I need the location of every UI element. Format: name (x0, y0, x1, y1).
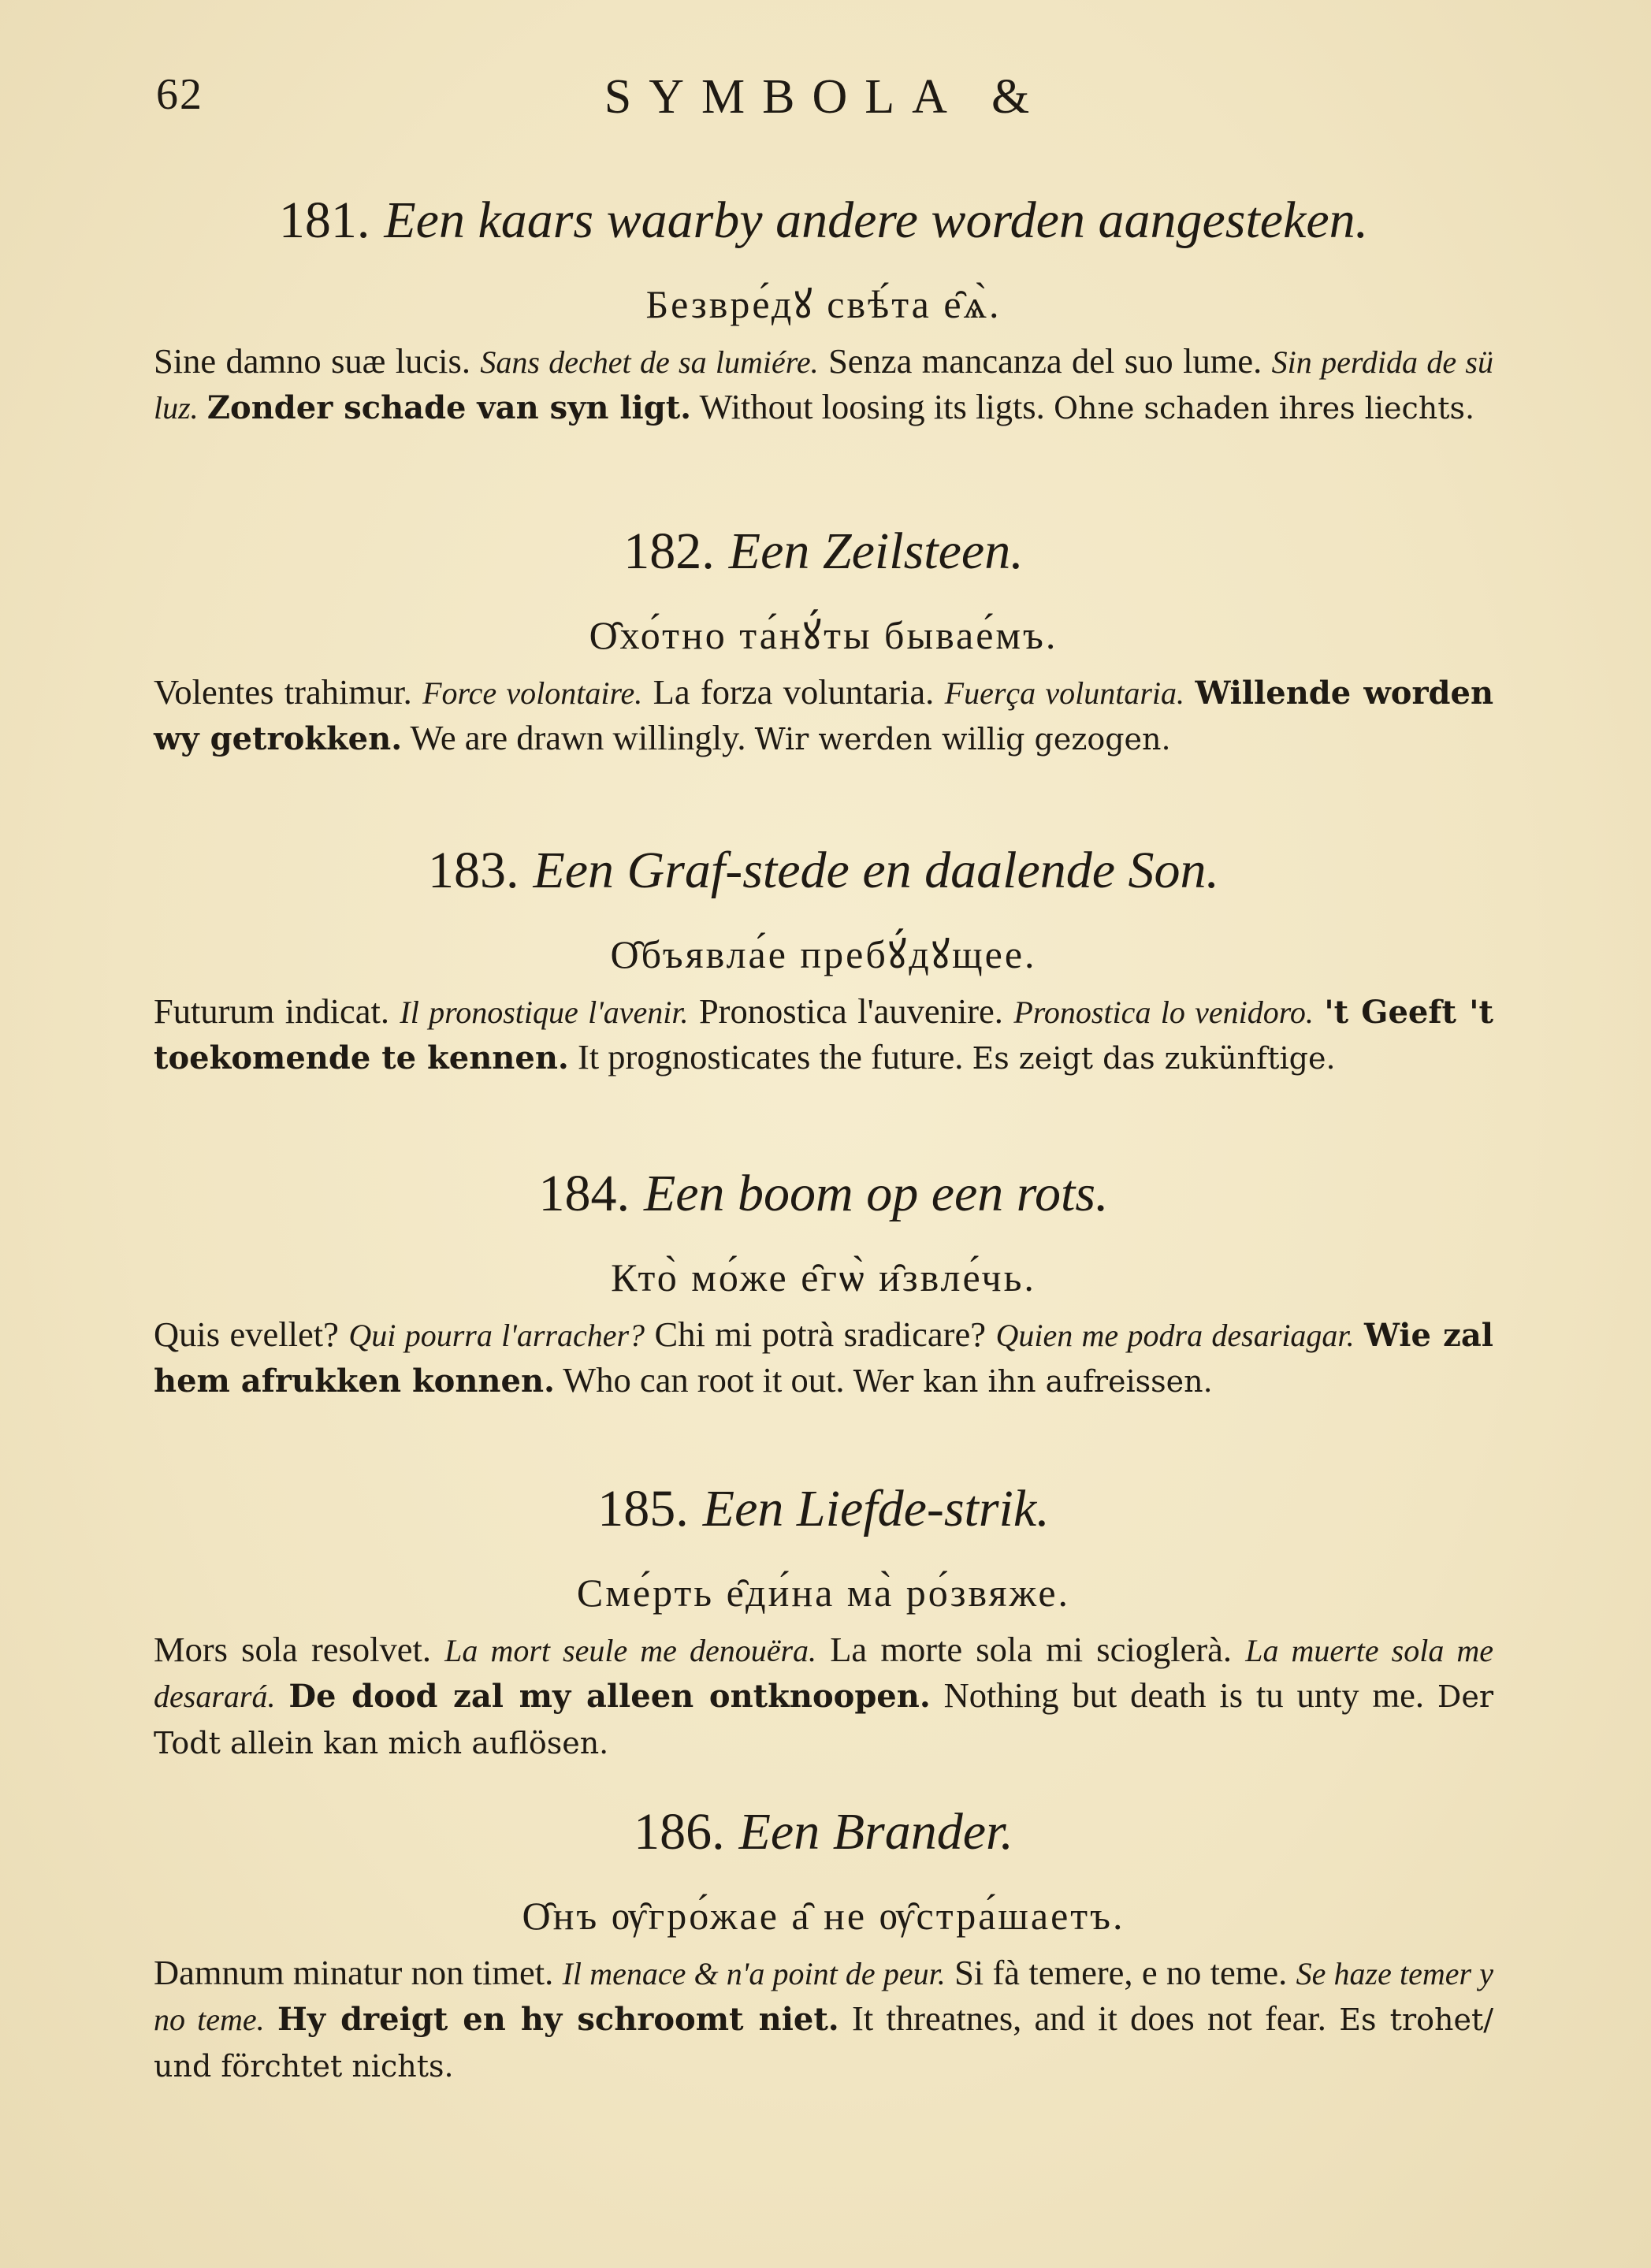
latin-text: Futurum indicat. (154, 991, 389, 1031)
english-text: Who can root it out. (563, 1360, 845, 1400)
entry-number: 181. (278, 191, 370, 249)
translations (154, 1627, 1493, 1766)
entry-title-text: Een Graf-stede en daalende Son. (533, 842, 1220, 899)
dutch-text: Hy dreigt en hy schroomt niet. (277, 2001, 839, 2038)
emblem-entry (154, 520, 1493, 762)
emblem-entry (154, 1162, 1493, 1404)
spanish-text: Pronostica lo venidoro. (1013, 995, 1314, 1030)
german-text: Es trohet/ und förchtet nichts. (154, 2002, 1494, 2084)
translations (154, 989, 1493, 1081)
slavonic-motto: Безвре́дꙋ свѣ́та е̑ѧ̀. (645, 282, 1002, 326)
french-text: La mort seule me denouëra. (444, 1633, 817, 1668)
dutch-text: 't Geeft 't toekomende te kennen. (154, 994, 1493, 1076)
emblem-entry (154, 1478, 1493, 1766)
dutch-text: Willende worden wy getrokken. (154, 675, 1494, 757)
dutch-text: De dood zal my alleen ontknoopen. (288, 1678, 931, 1715)
slavonic-motto: О̑хо́тно та́нꙋ́ты бывае́мъ. (589, 613, 1058, 657)
latin-text: Volentes trahimur. (154, 672, 412, 712)
entry-title-text: Een kaars waarby andere worden aangesteken. (384, 191, 1369, 249)
entry-number: 182. (623, 522, 715, 580)
emblem-entry (154, 1801, 1493, 2089)
entry-title (154, 189, 1493, 252)
english-text: We are drawn willingly. (410, 718, 746, 757)
spanish-text: La muerte sola me desarará. (154, 1633, 1494, 1714)
running-title: SYMBOLA & (604, 70, 1047, 124)
translations (154, 670, 1493, 762)
french-text: Il menace & n'a point de peur. (562, 1956, 946, 1991)
running-head (0, 69, 1651, 132)
german-text: Wer kan ihn aufreissen. (853, 1364, 1213, 1399)
french-text: Il pronostique l'avenir. (400, 995, 689, 1030)
french-text: Sans dechet de sa lumiére. (480, 344, 819, 380)
french-text: Force volontaire. (422, 675, 643, 711)
entry-title (154, 839, 1493, 902)
latin-text: Sine damno suæ lucis. (154, 341, 470, 381)
german-text: Wir werden willig gezogen. (754, 722, 1171, 757)
entry-title-text: Een boom op een rots. (643, 1165, 1109, 1222)
slavonic-motto: О̑бъявла́е пребꙋ́дꙋщее. (610, 932, 1037, 976)
italian-text: Pronostica l'auvenire. (698, 991, 1003, 1031)
spanish-text: Se haze temer y no teme. (154, 1956, 1494, 2037)
italian-text: Si fà temere, e no teme. (954, 1953, 1288, 1992)
translations (154, 1950, 1493, 2089)
entry-number: 183. (427, 842, 519, 899)
emblem-entry (154, 189, 1493, 431)
italian-text: Chi mi potrà sradicare? (654, 1314, 986, 1354)
english-text: It prognosticates the future. (577, 1037, 964, 1076)
french-text: Qui pourra l'arracher? (348, 1318, 645, 1353)
spanish-text: Quien me podra desariagar. (995, 1318, 1355, 1353)
entry-title-text: Een Brander. (738, 1803, 1013, 1861)
spanish-text: Sin perdida de sü luz. (154, 344, 1493, 426)
translations (154, 1312, 1493, 1404)
italian-text: La forza voluntaria. (653, 672, 935, 712)
latin-text: Mors sola resolvet. (154, 1630, 431, 1669)
translations (154, 339, 1493, 431)
entry-title (154, 520, 1493, 583)
latin-text: Quis evellet? (154, 1314, 339, 1354)
english-text: Without loosing its ligts. (699, 387, 1045, 426)
entry-title-text: Een Zeilsteen. (728, 522, 1024, 580)
entry-title (154, 1478, 1493, 1541)
entry-number: 184. (538, 1165, 630, 1222)
emblem-entry (154, 839, 1493, 1081)
entry-title-text: Een Liefde-strik. (702, 1480, 1050, 1537)
german-text: Der Todt allein kan mich auflösen. (154, 1679, 1493, 1760)
german-text: Ohne schaden ihres liechts. (1053, 391, 1475, 426)
entry-title (154, 1162, 1493, 1225)
page-number: 62 (156, 70, 203, 119)
english-text: Nothing but death is tu unty me. (943, 1675, 1424, 1715)
dutch-text: Zonder schade van syn ligt. (206, 389, 692, 426)
slavonic-motto: О̑нъ ѹ̑гро́жае а̑ не ѹ̑стра́шаетъ. (522, 1894, 1125, 1938)
slavonic-motto: Кто̀ мо́же е̑гѡ̀ и̑звле́чь. (611, 1255, 1036, 1299)
italian-text: Senza mancanza del suo lume. (828, 341, 1262, 381)
english-text: It threatnes, and it does not fear. (852, 1998, 1326, 2038)
dutch-text: Wie zal hem afrukken konnen. (154, 1317, 1493, 1400)
entry-number: 185. (597, 1480, 689, 1537)
slavonic-motto: Сме́рть е̑ди́на ма̀ ро́звяже. (576, 1571, 1071, 1615)
entry-title (154, 1801, 1493, 1864)
german-text: Es zeigt das zukünftige. (972, 1041, 1336, 1076)
latin-text: Damnum minatur non timet. (154, 1953, 554, 1992)
spanish-text: Fuerça voluntaria. (944, 675, 1185, 711)
entry-number: 186. (634, 1803, 725, 1861)
italian-text: La morte sola mi scioglerà. (830, 1630, 1233, 1669)
